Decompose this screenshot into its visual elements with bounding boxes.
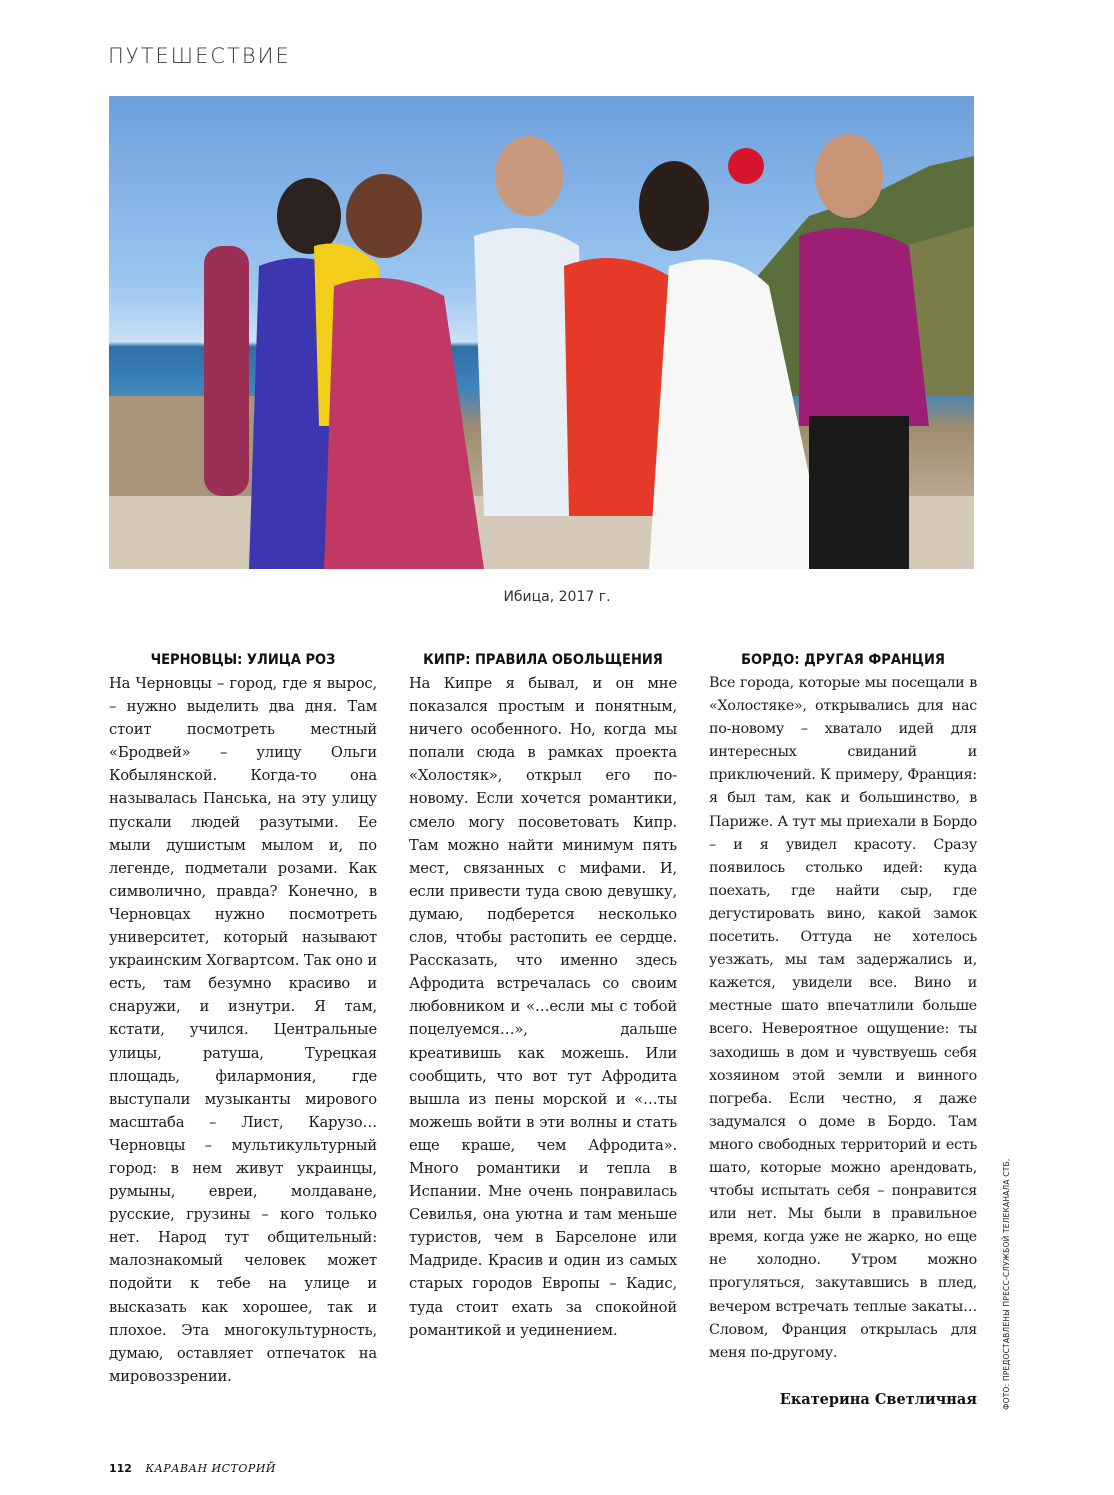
column-heading: БОРДО: ДРУГАЯ ФРАНЦИЯ xyxy=(741,652,945,668)
photo-illustration xyxy=(109,96,974,569)
section-title: ПУТЕШЕСТВИЕ xyxy=(108,44,291,68)
wedding-photo xyxy=(109,96,974,569)
guest-magenta-dress xyxy=(324,278,484,569)
photo-caption: Ибица, 2017 г. xyxy=(503,589,611,605)
red-flower xyxy=(728,148,764,184)
guest-head-2 xyxy=(346,174,422,258)
photo-credit: ФОТО: ПРЕДОСТАВЛЕНЫ ПРЕСС-СЛУЖБОЙ ТЕЛЕКАНАЛА СТБ, xyxy=(1002,1158,1011,1410)
man-trousers xyxy=(809,416,909,569)
bride-hair xyxy=(639,161,709,251)
column-text: На Черновцы – город, где я вырос, – нужно выделить два дня. Там стоит посмотреть местный «Бродвей» – улицу Ольги Кобылянской. Когда-то она называлась Панська, на эту улицу пускали людей разутыми. Ее мыли душистым мылом и, по легенде, подметали розами. Как символично, правда? Конечно, в Черновцах нужно посмотреть университет, который называют украинским Хогвартсом. Так оно и есть, там безумно красиво и снаружи, и изнутри. Я там, кстати, учился. Центральные улицы, ратуша, Турецкая площадь, филармония, где выступали музыканты мирового масштаба – Лист, Карузо… Черновцы – мультикультурный город: в нем живут украинцы, румыны, евреи, молдаване, русские, грузины – кого только нет. Народ тут общительный: малознакомый человек может подойти к тебе на улице и высказать как хорошее, так и плохое. Эта многокультурность, думаю, оставляет отпечаток на мировоззрении. xyxy=(109,675,377,1385)
guest-purple-jacket xyxy=(204,246,249,496)
man-face xyxy=(815,134,883,218)
column-text: На Кипре я бывал, и он мне показался простым и понятным, ничего особенного. Но, когда мы попали сюда в рамках проекта «Холостяк», открыл его по-новому. Если хочется романтики, смело могу посоветовать Кипр. Там можно найти минимум пять мест, связанных с мифами. И, если привести туда свою девушку, думаю, подберется несколько слов, чтобы растопить ее сердце. Рассказать, что именно здесь Афродита встречалась со своим любовником и «…если мы с тобой поцелуемся…», дальше креативишь как можешь. Или сообщить, что вот тут Афродита вышла из пены морской и «…ты можешь войти в эти волны и стать еще краше, чем Афродита». Много романтики и тепла в Испании. Мне очень понравилась Севилья, она уютна и там меньше туристов, чем в Барселоне или Мадриде. Красив и один из самых старых городов Европы – Кадис, туда стоит ехать за спокойной романтикой и уединением. xyxy=(409,675,677,1339)
magazine-name: КАРАВАН ИСТОРИЙ xyxy=(145,1462,276,1475)
column-bordeaux xyxy=(709,652,977,1365)
column-heading: ЧЕРНОВЦЫ: УЛИЦА РОЗ xyxy=(150,652,336,668)
page-footer xyxy=(109,1462,276,1475)
author-signature: Екатерина Светличная xyxy=(779,1391,977,1408)
groom-face xyxy=(495,136,563,216)
column-heading: КИПР: ПРАВИЛА ОБОЛЬЩЕНИЯ xyxy=(423,652,663,668)
guest-head xyxy=(277,178,341,254)
column-chernovtsy xyxy=(109,652,377,1388)
column-text: Все города, которые мы посещали в «Холостяке», открывались для нас по-новому – хватало идей для интересных свиданий и приключений. К примеру, Франция: я был там, как и большинство, в Париже. А тут мы приехали в Бордо – и я увидел красоту. Сразу появилось столько идей: куда поехать, где найти сыр, где дегустировать вино, какой замок посетить. Оттуда не хотелось уезжать, мы там задержались и, кажется, увидели все. Вино и местные шато впечатлили больше всего. Невероятное ощущение: ты заходишь в дом и чувствуешь себя хозяином этой земли и винного погреба. Если честно, я даже задумался о доме в Бордо. Там много свободных территорий и есть шато, которые можно арендовать, чтобы испытать себя – понравится или нет. Мы были в правильное время, когда уже не жарко, но еще не холодно. Утром можно прогуляться, закутавшись в плед, вечером встречать теплые закаты… Словом, Франция открылась для меня по-другому. xyxy=(709,675,977,1361)
page-number: 112 xyxy=(109,1462,132,1475)
man-magenta-suit xyxy=(799,228,929,426)
column-cyprus xyxy=(409,652,677,1342)
